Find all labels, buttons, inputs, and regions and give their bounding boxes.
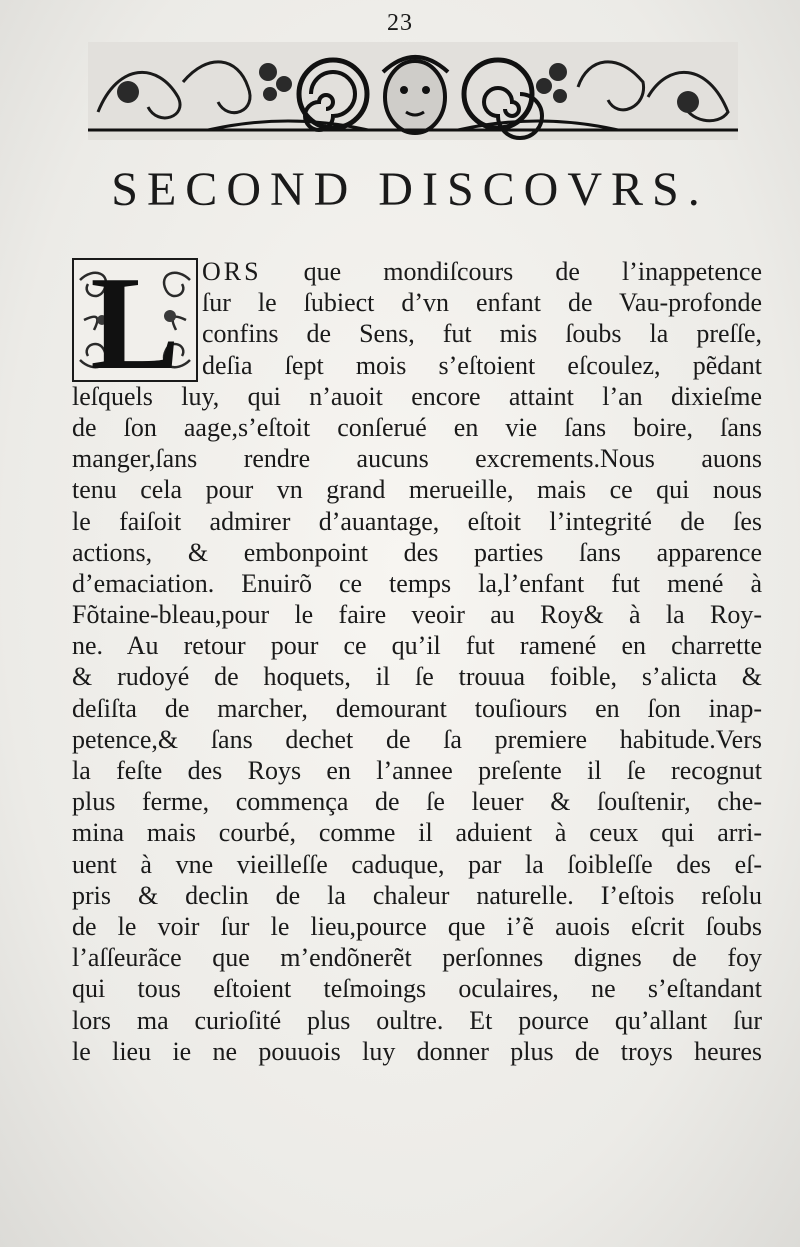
text-line [72,256,762,287]
text-line: d’emaciation. Enuirõ ce temps la,l’enfant fut mené à [72,568,762,598]
text-line: la feſte des Roys en l’annee preſente il ſe recognut [72,756,762,785]
text-line: le faiſoit admirer d’auantage, eſtoit l’integrité de ſes [72,506,762,536]
text-line-content: que mondiſcours de l’inappetence [261,257,762,286]
text-line: deſiſta de marcher, demourant touſiours en ſon inap- [72,693,762,723]
text-line: pris & declin de la chaleur naturelle. I’eſtois reſolu [72,880,762,910]
ornamental-headpiece [88,42,738,140]
text-line: ſur le ſubiect d’vn enfant de Vau-profonde [202,288,762,318]
text-line: de ſon aage,s’eſtoit conſerué en vie ſans boire, ſans [72,412,762,442]
text-line: manger,ſans rendre aucuns excrements.Nous auons [72,444,762,474]
text-line: lors ma curioſité plus oultre. Et pource qu’allant ſur [72,1005,762,1035]
text-line: deſia ſept mois s’eſtoient eſcoulez, pẽdant [202,350,762,380]
initial-letter: L [90,258,180,382]
text-line: & rudoyé de hoquets, il ſe trouua foible, s’alicta & [72,662,762,692]
first-word-capitals: ORS [202,257,262,286]
text-line: confins de Sens, fut mis ſoubs la preſſe, [202,319,762,349]
text-line: Fõtaine-bleau,pour le faire veoir au Roy& à la Roy- [72,600,762,630]
text-line: mina mais courbé, comme il aduient à ceux qui arri- [72,818,762,848]
text-line: ne. Au retour pour ce qu’il fut ramené en charrette [72,631,762,661]
text-line: le lieu ie ne pouuois luy donner plus de troys heures [72,1036,762,1066]
text-line: qui tous eſtoient teſmoings oculaires, ne s’eſtandant [72,974,762,1004]
text-line: uent à vne vieilleſſe caduque, par la ſoibleſſe des eſ- [72,849,762,879]
body-text [72,256,762,1067]
text-line: de le voir ſur le lieu,pource que i’ẽ auois eſcrit ſoubs [72,911,762,941]
text-line: petence,& ſans dechet de ſa premiere habitude.Vers [72,724,762,754]
text-line: tenu cela pour vn grand merueille, mais ce qui nous [72,475,762,505]
text-line: l’aſſeurãce que m’endõnerẽt perſonnes dignes de foy [72,943,762,973]
chapter-title: SECOND DISCOVRS. [111,163,709,216]
page-number: 23 [387,10,413,36]
headpiece-ornament-icon [88,42,738,140]
text-line: actions, & embonpoint des parties ſans apparence [72,537,762,567]
text-line: leſquels luy, qui n’auoit encore attaint l’an dixieſme [72,381,762,411]
text-line: plus ferme, commença de ſe leuer & ſouſtenir, che- [72,787,762,817]
